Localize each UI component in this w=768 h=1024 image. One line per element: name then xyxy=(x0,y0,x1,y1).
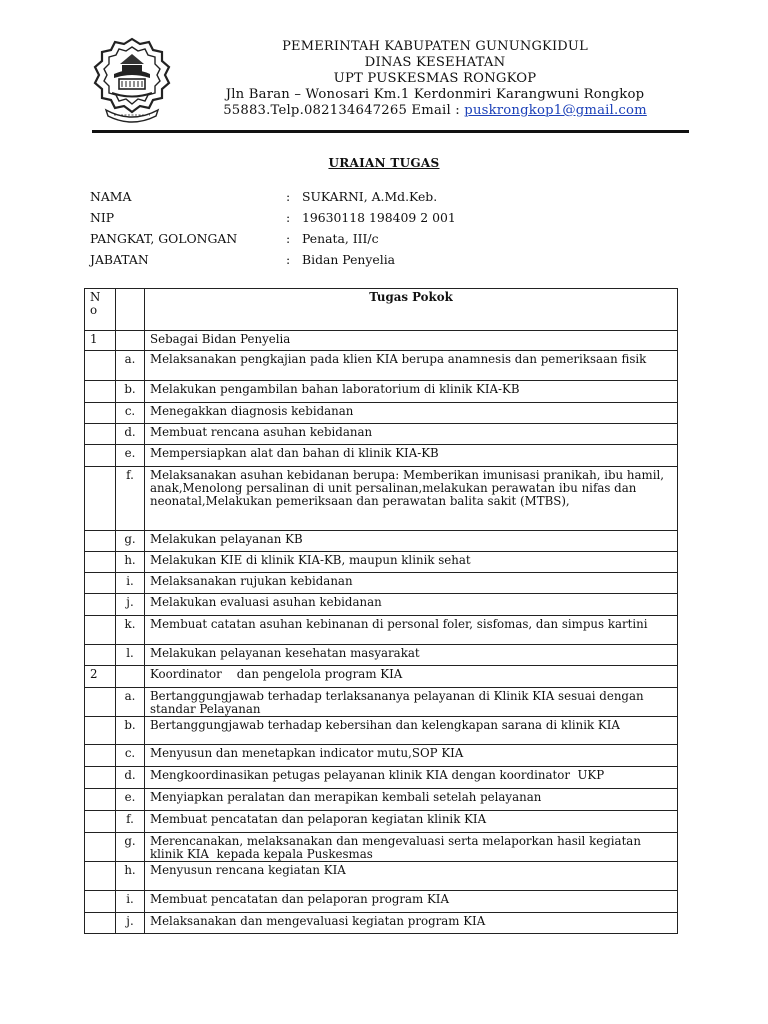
table-row xyxy=(85,862,678,891)
table-row xyxy=(85,403,678,424)
identity-colon: : xyxy=(286,210,291,225)
row-number xyxy=(85,688,116,717)
letterhead-government: PEMERINTAH KABUPATEN GUNUNGKIDUL xyxy=(282,39,588,54)
identity-label: NAMA xyxy=(90,189,132,204)
row-number xyxy=(85,891,116,913)
row-letter: b. xyxy=(116,717,145,745)
row-task-text: Menegakkan diagnosis kebidanan xyxy=(145,403,678,424)
row-letter: c. xyxy=(116,403,145,424)
row-letter: f. xyxy=(116,467,145,531)
row-letter: f. xyxy=(116,811,145,833)
table-row xyxy=(85,767,678,789)
table-row xyxy=(85,424,678,445)
row-letter: j. xyxy=(116,913,145,934)
row-number xyxy=(85,717,116,745)
header-blank xyxy=(116,289,145,331)
table-row xyxy=(85,445,678,467)
row-letter xyxy=(116,331,145,351)
table-row xyxy=(85,381,678,403)
table-row xyxy=(85,467,678,531)
row-number xyxy=(85,789,116,811)
row-number xyxy=(85,531,116,552)
row-letter: b. xyxy=(116,381,145,403)
row-number xyxy=(85,811,116,833)
row-number xyxy=(85,767,116,789)
row-letter: e. xyxy=(116,445,145,467)
row-task-text: Melaksanakan pengkajian pada klien KIA berupa anamnesis dan pemeriksaan fisik xyxy=(145,351,678,381)
row-letter: a. xyxy=(116,688,145,717)
row-letter: h. xyxy=(116,552,145,573)
row-task-text: Membuat pencatatan dan pelaporan program KIA xyxy=(145,891,678,913)
row-number xyxy=(85,573,116,594)
row-number xyxy=(85,552,116,573)
identity-colon: : xyxy=(286,231,291,246)
row-task-text: Mempersiapkan alat dan bahan di klinik KIA-KB xyxy=(145,445,678,467)
email-link[interactable]: puskrongkop1@gmail.com xyxy=(464,103,647,118)
table-row xyxy=(85,745,678,767)
row-number: 1 xyxy=(85,331,116,351)
table-row xyxy=(85,666,678,688)
row-letter: c. xyxy=(116,745,145,767)
table-row xyxy=(85,789,678,811)
row-task-text: Melakukan evaluasi asuhan kebidanan xyxy=(145,594,678,616)
row-number: 2 xyxy=(85,666,116,688)
table-row xyxy=(85,331,678,351)
regency-emblem-icon xyxy=(92,36,172,126)
row-task-text: Bertanggungjawab terhadap terlaksananya pelayanan di Klinik KIA sesuai dengan standar Pelayanan xyxy=(145,688,678,717)
identity-colon: : xyxy=(286,252,291,267)
row-task-text: Melaksanakan asuhan kebidanan berupa: Memberikan imunisasi pranikah, ibu hamil, anak,Menolong persalinan di unit persalinan,melakukan perawatan ibu nifas dan neonatal,Melakukan pemeriksaan dan perawatan balita sakit (MTBS), xyxy=(145,467,678,531)
letterhead-contact xyxy=(200,103,670,119)
row-number xyxy=(85,594,116,616)
row-number xyxy=(85,645,116,666)
table-row xyxy=(85,573,678,594)
row-letter: g. xyxy=(116,833,145,862)
row-letter: d. xyxy=(116,424,145,445)
row-task-text: Menyusun rencana kegiatan KIA xyxy=(145,862,678,891)
table-row xyxy=(85,688,678,717)
row-letter xyxy=(116,666,145,688)
letterhead-phone: 55883.Telp.082134647265 Email : xyxy=(223,103,465,118)
row-letter: g. xyxy=(116,531,145,552)
identity-value: Penata, III/c xyxy=(302,231,379,246)
table-row xyxy=(85,833,678,862)
row-letter: l. xyxy=(116,645,145,666)
row-task-text: Bertanggungjawab terhadap kebersihan dan kelengkapan sarana di klinik KIA xyxy=(145,717,678,745)
row-letter: i. xyxy=(116,891,145,913)
row-task-text: Melakukan pengambilan bahan laboratorium di klinik KIA-KB xyxy=(145,381,678,403)
table-row xyxy=(85,552,678,573)
table-row xyxy=(85,351,678,381)
row-number xyxy=(85,351,116,381)
row-number xyxy=(85,745,116,767)
row-letter: e. xyxy=(116,789,145,811)
row-task-text: Melaksanakan rujukan kebidanan xyxy=(145,573,678,594)
row-number xyxy=(85,424,116,445)
row-number xyxy=(85,913,116,934)
row-letter: i. xyxy=(116,573,145,594)
row-task-text: Menyusun dan menetapkan indicator mutu,SOP KIA xyxy=(145,745,678,767)
letterhead-unit: UPT PUSKESMAS RONGKOP xyxy=(333,71,537,86)
row-number xyxy=(85,445,116,467)
row-letter: a. xyxy=(116,351,145,381)
row-number xyxy=(85,381,116,403)
identity-row-nip xyxy=(90,207,690,228)
identity-label: PANGKAT, GOLONGAN xyxy=(90,231,238,246)
letterhead-address: Jln Baran – Wonosari Km.1 Kerdonmiri Karangwuni Rongkop xyxy=(225,87,645,102)
row-task-text: Melakukan KIE di klinik KIA-KB, maupun klinik sehat xyxy=(145,552,678,573)
row-letter: h. xyxy=(116,862,145,891)
header-no-o: o xyxy=(90,303,98,317)
row-task-text: Merencanakan, melaksanakan dan mengevaluasi serta melaporkan hasil kegiatan klinik KIA kepada kepala Puskesmas xyxy=(145,833,678,862)
identity-value: Bidan Penyelia xyxy=(302,252,396,267)
row-letter: j. xyxy=(116,594,145,616)
row-letter: d. xyxy=(116,767,145,789)
identity-label: JABATAN xyxy=(90,252,149,267)
table-row xyxy=(85,811,678,833)
identity-row-jabatan xyxy=(90,249,690,270)
row-task-text: Mengkoordinasikan petugas pelayanan klinik KIA dengan koordinator UKP xyxy=(145,767,678,789)
header-task: Tugas Pokok xyxy=(145,289,678,331)
identity-row-nama xyxy=(90,186,690,207)
row-number xyxy=(85,403,116,424)
letterhead-agency: DINAS KESEHATAN xyxy=(364,55,506,70)
table-row xyxy=(85,531,678,552)
row-task-text: Melakukan pelayanan KB xyxy=(145,531,678,552)
row-number xyxy=(85,862,116,891)
row-number xyxy=(85,833,116,862)
row-number xyxy=(85,467,116,531)
row-letter: k. xyxy=(116,616,145,645)
identity-value: 19630118 198409 2 001 xyxy=(302,210,456,225)
table-row xyxy=(85,616,678,645)
row-task-text: Membuat rencana asuhan kebidanan xyxy=(145,424,678,445)
identity-value: SUKARNI, A.Md.Keb. xyxy=(302,189,438,204)
table-row xyxy=(85,717,678,745)
identity-label: NIP xyxy=(90,210,115,225)
identity-colon: : xyxy=(286,189,291,204)
letterhead xyxy=(0,0,768,136)
table-row xyxy=(85,913,678,934)
table-row xyxy=(85,645,678,666)
identity-row-pangkat xyxy=(90,228,690,249)
document-title: URAIAN TUGAS xyxy=(328,156,440,170)
row-task-text: Koordinator dan pengelola program KIA xyxy=(145,666,678,688)
table-row xyxy=(85,594,678,616)
letterhead-rule xyxy=(92,130,689,133)
row-task-text: Membuat pencatatan dan pelaporan kegiatan klinik KIA xyxy=(145,811,678,833)
identity-block xyxy=(90,186,690,270)
table-header-row xyxy=(85,289,678,331)
table-row xyxy=(85,891,678,913)
header-no-n: N xyxy=(90,290,101,304)
row-task-text: Sebagai Bidan Penyelia xyxy=(145,331,678,351)
row-task-text: Melaksanakan dan mengevaluasi kegiatan program KIA xyxy=(145,913,678,934)
row-task-text: Melakukan pelayanan kesehatan masyarakat xyxy=(145,645,678,666)
row-task-text: Membuat catatan asuhan kebinanan di personal foler, sisfomas, dan simpus kartini xyxy=(145,616,678,645)
row-task-text: Menyiapkan peralatan dan merapikan kembali setelah pelayanan xyxy=(145,789,678,811)
task-table xyxy=(84,288,678,934)
row-number xyxy=(85,616,116,645)
header-no xyxy=(85,289,116,331)
